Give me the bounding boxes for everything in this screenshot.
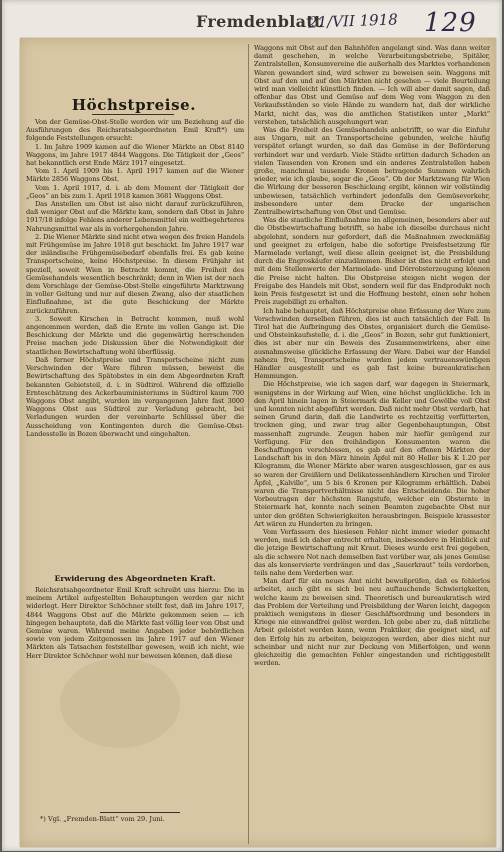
headline-rule <box>92 114 174 115</box>
article-paragraph: Was die Freiheit des Gemüsehandels anbetrifft, so war die Einfuhr aus Ungarn, mit an Transportscheine gebunden, welche häufig verspätet erlangt wurden, so daß das Gemüse in der Beförderung verhindert war und verdarb. Viele Städte erlitten dadurch Schaden an vielen Tausenden von Kronen und ein anderes Zentralstellen haben große, manchmal tausende Kronen betragende Summen wahrlich wieder, wie ich glaube, sogar die „Geos“. Ob der Marktzwang für Wien die Wirkung der besseren Beschickung ergibt, können wir vollständig unbewiesen, tatsächlich verhindert jedenfalls den Gemüseverkehr, insbesondere unter dem Drucke der ungarischen Zentralbewirtschaftung von Obst und Gemüse. <box>254 126 490 217</box>
article-paragraph: Man darf für ein neues Amt nicht bewußprüfen, daß es fehlerlos arbeitet, auch gibt es sich bei neu auftauchende Schwierigkeiten, welche kaum zu beweisen sind. Theoretisch und bureaukratisch wird das Problem der Verteilung und Preisbildung der Waren leicht, dagegen praktisch wenigstens in dieser Geschäftsordnung und besonders in Kriege nie einwandfrei gelöst werden. Ich gebe aber zu, daß nützliche Arbeit geleistet werden kann, wenn Praktiker, die geeignet sind, auf den Erfolg hin zu arbeiten, beigezogen werden, aber dies nicht nur scheinbar und nicht nur zur Deckung von Mißerfolgen, und wenn gleichzeitig die gemachten Fehler eingestanden und richtiggestellt werden. <box>254 577 490 668</box>
article-paragraph: Reichsratsabgeordneter Emil Kraft schreibt uns hierzu: Die in meinem Artikel aufgestellten Behauptungen werden gar nicht widerlegt. Herr Direktor Schöchner stellt fest, daß im Jahre 1917, 4844 Waggons Obst auf die Märkte gekommen seien — ich hingegen behauptete, daß die Märkte fast völlig leer von Obst und Gemüse waren. Während meine Angaben jeder behördlichen sowie von jedem Zeitgenossen im Jahre 1917 auf den Wiener Märkten als Tatsachen feststellbar gewesen, weiß ich nicht, wie Herr Direktor Schöchner wohl nur beweisen können, daß diese <box>26 586 244 660</box>
right-column <box>254 44 490 844</box>
article-paragraph: Die Höchstpreise, wie ich sagen darf, war dagegen in Steiermark, wenigstens in der Wirkung auf Wien, eine höchst unglückliche. Ich in den April hinein lagen in Steiermark die Keller und Gewölbe voll Obst und konnten nicht abgeführt werden. Daß nicht mehr Obst verdarb, hat seinen Grund darin, daß die Landwirte es rechtzeitig verfütterten, trocknen ging, und zwar trug aller Gegenbehauptungen, Obst massenhaft zugrunde. Zeugen haben mir hiefür genügend zur Verfügung. Für den freihändigen Konsumenten waren die Beschaffungen verschlossen, es gab auf den offenen Märkten der Landschaft bis in den März hinein Äpfel mit 80 Heller bis K 1.20 per Kilogramm, die Wiener Märkte aber waren ausgeschlossen, gar es aus so waren der Greißlern und Delikatessenhändlern Kirschen und Tiroler Äpfel, „Kalville“, um 5 bis 6 Kronen per Kilogramm erhältlich. Dabei waren die Transportverhältnisse nicht das Entscheidende. Die hoher Vorbeutragen der höchsten Rangstufe, welcher ein Obsternte in Steiermark hat, konnte nach seinen Beamten zugebachte Obst nur unter den größten Schwierigkeiten herausbringen. Beispiele krassester Art wären zu Hunderten zu bringen. <box>254 380 490 528</box>
left-column-reply <box>26 586 244 812</box>
article-paragraph: Daß ferner Höchstpreise und Transportscheine nicht zum Verschwinden der Ware führen müssen, beweist die Bewirtschaftung des Spätobstes in ein dem Abgeordneten Kraft bekannten Gebietsteil, d. i. in Südtirol. Während die offizielle Ernteschätzung des Ackerbauministeriums in Südtirol kaum 700 Waggons Obst angibt, wurden im vergangenen Jahre fast 3000 Waggons Obst aus Südtirol zur Verladung gebracht, bei Verladungen wurden der vereinbarte Schlüssel über die Ausscheidung von Kontingenten durch die Gemüse-Obst-Landesstelle in Bozen überwacht und eingehalten. <box>26 355 244 438</box>
newspaper-masthead: Fremdenblatt <box>196 12 322 31</box>
handwritten-date: 21/VII 1918 <box>307 10 399 32</box>
article-paragraph: 1. Im Jahre 1909 kamen auf die Wiener Märkte an Obst 8140 Waggons, im Jahre 1917 4844 Waggons. Die Tätigkeit der „Geos“ hat bekanntlich erst Ende März 1917 eingesetzt. <box>26 142 244 168</box>
article-paragraph: Vom 1. April 1909 bis 1. April 1917 kamen auf die Wiener Märkte 2856 Waggons Obst. <box>26 167 244 184</box>
article-paragraph: Waggons mit Obst auf den Bahnhöfen angelangt sind. Was dann weiter damit geschehen, in welche Verarbeitungsbetriebe, Spitäler, Zentralstellen, Konsumvereine die außerhalb des Marktes vorhandenen Waren gewandert sind, wird schwer zu beweisen sein. Waggons mit Obst auf den und auf den Märkten nicht gesehen — viele Beurteilung wird man vielleicht künstlich finden. — Ich will aber damit sagen, daß offenbar das Obst und Gemüse auf dem Weg vom Waggon zu den Verkaufsständen so viele Hände zu wandern hat, daß der wirkliche Markt, nicht das, was die amtlichen Statistiken unter „Markt“ verstehen, tatsächlich ausgehungert war. <box>254 44 490 126</box>
article-paragraph: Von der Gemüse-Obst-Stelle werden wir um Beziehung auf die Ausführungen des Reichsratsabgeordneten Emil Kraft*) um folgende Feststellungen ersucht: <box>26 118 244 143</box>
handwritten-archive-number: 129 <box>424 8 477 38</box>
footnote: *) Vgl. „Fremden-Blatt“ vom 29. Juni. <box>40 815 165 823</box>
footnote-rule <box>100 812 180 813</box>
article-subheading: Erwiderung des Abgeordneten Kraft. <box>54 574 216 583</box>
article-paragraph: Das Anstellen um Obst ist also nicht darauf zurückzuführen, daß weniger Obst auf die Märkte kam, sondern daß Obst in Jahre 1917/18 infolge Fehlens anderer Lebensmittel ein weitbegehrteres Nahrungsmittel war als in vorhergehenden Jahre. <box>26 200 244 233</box>
column-divider <box>248 44 249 844</box>
article-paragraph: Ich habe behauptet, daß Höchstpreise ohne Erfassung der Ware zum Verschwinden derselben führen, dies ist auch tatsächlich der Fall. In Tirol hat die Aufbringung des Obstes, organisiert durch die Gemüse- und Obsteinkaufsstelle, d. i. die „Geos“ in Bozen, sehr gut funktioniert, dies ist aber nur ein Beweis des Zusammenwirkens, aber eine ausnahmsweise glückliche Erfassung der Ware. Dabei war der Handel nahezu frei, Transportscheine wurden jedem vertrauenswürdigen Händler ausgestellt und es gab fast keine bureaukratischen Hemmungen. <box>254 306 490 381</box>
article-paragraph: 2. Die Wiener Märkte sind nicht etwa wegen des freien Handels mit Frühgemüse im Jahre 1918 gut beschickt. Im Jahre 1917 war der inländische Frühgemüsebedarf ebenfalls frei. Es gab keine Transportscheine, keine Höchstpreise. In diesem Frühjahr ist speziell, soweit Wien in Betracht kommt, die Freiheit des Gemüsehandels wesentlich beschränkt; denn in Wien ist der nach dem Vorschlage der Gemüse-Obst-Stelle eingeführte Marktzwang in voller Geltung und nur auf diesen Zwang, also der staatlichen Einflußnahme, ist die gute Beschickung der Märkte zurückzuführen. <box>26 232 244 315</box>
article-headline: Höchstpreise. <box>71 96 197 114</box>
article-paragraph: 3. Soweit Kirschen in Betracht kommen, muß wohl angenommen werden, daß die Ernte im vollen Gange ist. Die Beschickung der Märkte und die gegenwärtig herrschenden Preise machen jede Diskussion über die Notwendigkeit der staatlichen Bewirtschaftung wohl überflüssig. <box>26 314 244 356</box>
article-paragraph: Was die staatliche Einflußnahme im allgemeinen, besonders aber auf die Obstbewirtschaftung betrifft, so habe ich dieselbe durchaus nicht abgelehnt, sondern nur gefordert, daß die Maßnahmen zweckmäßig und geeignet zu erfolgen, habe die sofortige Preisfestsetzung für Marmelade verlangt, weil diese allein geeignet ist, die Preisbildung durch die Engroskäufer einzudämmen. Bisher ist dies nicht erfolgt und mit dem Stellenwerte der Marmelade- und Dörrobsterzeugung können die Preise nicht halten. Die Obstpreise steigen nicht wegen der Freigabe des Handels mit Obst, sondern weil für das Endprodukt noch kein Preis festgesetzt ist und die Hoffnung besteht, einen sehr hohen Preis zugebilligt zu erhalten. <box>254 216 490 307</box>
article-paragraph: Vom 1. April 1917, d. i. ab dem Moment der Tätigkeit der „Geos“ an bis zum 1. April 1918 kamen 3681 Waggons Obst. <box>26 183 244 200</box>
article-paragraph: Vom Verfassern des hiesiesen Fehler nicht immer wieder gemacht werden, muß ich daher entrecht erhalten, insbesondere in Hinblick auf die jetzige Bewirtschaftung mit Kraut. Dieses wurde erst frei gegeben, als die schwere Not nach demselben fast vorüber war, als jenes Gemüse das als konservierte verdrängen und das „Sauerkraut“ teils verdorben, teils nahe dem Verderben war. <box>254 527 490 577</box>
left-column <box>26 118 244 568</box>
